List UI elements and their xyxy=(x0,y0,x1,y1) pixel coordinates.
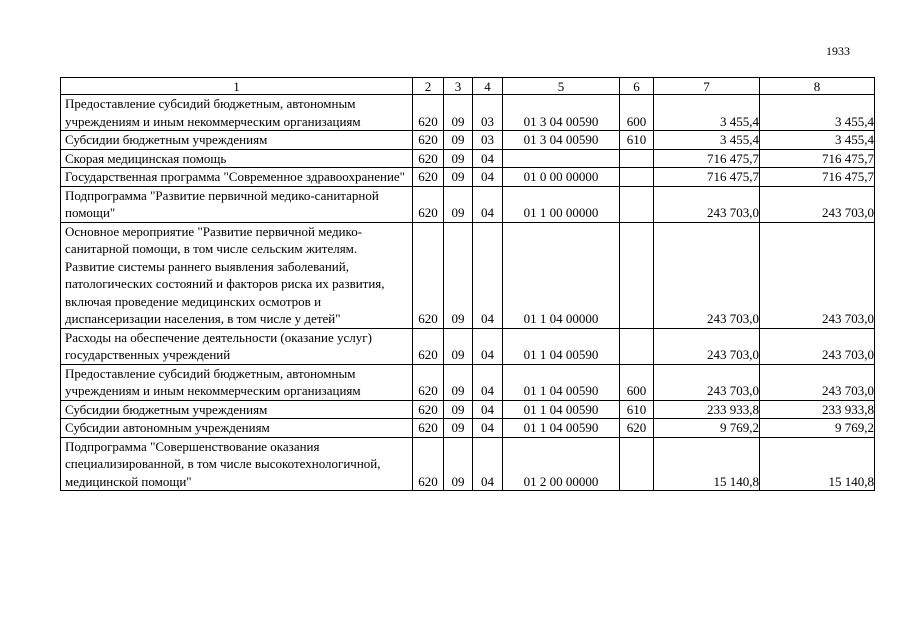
page-number: 1933 xyxy=(826,44,850,58)
amount-col7-cell: 243 703,0 xyxy=(654,328,760,364)
section-code-cell: 09 xyxy=(444,328,473,364)
section-code-cell: 09 xyxy=(444,437,473,491)
table-row xyxy=(61,168,875,187)
amount-col7-cell: 9 769,2 xyxy=(654,419,760,438)
expense-name-cell: Государственная программа "Современное здравоохранение" xyxy=(61,168,413,187)
subsection-code-cell: 04 xyxy=(473,419,503,438)
department-code-cell: 620 xyxy=(413,95,444,131)
target-article-cell: 01 1 04 00590 xyxy=(503,364,620,400)
expense-name-cell: Скорая медицинская помощь xyxy=(61,149,413,168)
department-code-cell: 620 xyxy=(413,186,444,222)
department-code-cell: 620 xyxy=(413,328,444,364)
target-article-cell xyxy=(503,149,620,168)
expense-type-cell xyxy=(620,222,654,328)
expense-type-cell xyxy=(620,328,654,364)
section-code-cell: 09 xyxy=(444,419,473,438)
amount-col7-cell: 243 703,0 xyxy=(654,186,760,222)
subsection-code-cell: 04 xyxy=(473,168,503,187)
expense-type-cell xyxy=(620,149,654,168)
target-article-cell: 01 1 04 00000 xyxy=(503,222,620,328)
table-row xyxy=(61,149,875,168)
amount-col8-cell: 243 703,0 xyxy=(760,222,875,328)
header-cell: 8 xyxy=(760,78,875,95)
expense-name-cell: Субсидии бюджетным учреждениям xyxy=(61,400,413,419)
amount-col8-cell: 716 475,7 xyxy=(760,149,875,168)
expense-name-cell: Предоставление субсидий бюджетным, автономным учреждениям и иным некоммерческим организациям xyxy=(61,364,413,400)
target-article-cell: 01 2 00 00000 xyxy=(503,437,620,491)
expense-type-cell: 600 xyxy=(620,364,654,400)
table-row xyxy=(61,328,875,364)
section-code-cell: 09 xyxy=(444,131,473,150)
expense-type-cell: 600 xyxy=(620,95,654,131)
expense-name-cell: Подпрограмма "Развитие первичной медико-санитарной помощи" xyxy=(61,186,413,222)
expense-type-cell: 610 xyxy=(620,400,654,419)
table-row xyxy=(61,419,875,438)
amount-col8-cell: 3 455,4 xyxy=(760,131,875,150)
table-row xyxy=(61,131,875,150)
section-code-cell: 09 xyxy=(444,400,473,419)
section-code-cell: 09 xyxy=(444,149,473,168)
subsection-code-cell: 04 xyxy=(473,364,503,400)
department-code-cell: 620 xyxy=(413,437,444,491)
amount-col7-cell: 716 475,7 xyxy=(654,168,760,187)
target-article-cell: 01 0 00 00000 xyxy=(503,168,620,187)
amount-col8-cell: 243 703,0 xyxy=(760,186,875,222)
amount-col7-cell: 243 703,0 xyxy=(654,222,760,328)
expense-type-cell: 610 xyxy=(620,131,654,150)
target-article-cell: 01 1 04 00590 xyxy=(503,328,620,364)
subsection-code-cell: 03 xyxy=(473,131,503,150)
expense-type-cell xyxy=(620,168,654,187)
amount-col8-cell: 3 455,4 xyxy=(760,95,875,131)
department-code-cell: 620 xyxy=(413,419,444,438)
header-cell: 5 xyxy=(503,78,620,95)
amount-col7-cell: 15 140,8 xyxy=(654,437,760,491)
subsection-code-cell: 04 xyxy=(473,328,503,364)
subsection-code-cell: 03 xyxy=(473,95,503,131)
subsection-code-cell: 04 xyxy=(473,400,503,419)
expense-name-cell: Субсидии автономным учреждениям xyxy=(61,419,413,438)
department-code-cell: 620 xyxy=(413,364,444,400)
amount-col7-cell: 233 933,8 xyxy=(654,400,760,419)
target-article-cell: 01 1 00 00000 xyxy=(503,186,620,222)
department-code-cell: 620 xyxy=(413,149,444,168)
amount-col8-cell: 716 475,7 xyxy=(760,168,875,187)
amount-col7-cell: 3 455,4 xyxy=(654,131,760,150)
department-code-cell: 620 xyxy=(413,400,444,419)
table-row xyxy=(61,95,875,131)
expense-name-cell: Основное мероприятие "Развитие первичной медико-санитарной помощи, в том числе сельским жителям. Развитие системы раннего выявления заболеваний, патологических состояний и факторов риска их развития, включая проведение медицинских осмотров и диспансеризации населения, в том числе у детей" xyxy=(61,222,413,328)
subsection-code-cell: 04 xyxy=(473,222,503,328)
section-code-cell: 09 xyxy=(444,95,473,131)
subsection-code-cell: 04 xyxy=(473,186,503,222)
table-row xyxy=(61,400,875,419)
department-code-cell: 620 xyxy=(413,222,444,328)
amount-col7-cell: 716 475,7 xyxy=(654,149,760,168)
department-code-cell: 620 xyxy=(413,168,444,187)
expense-type-cell: 620 xyxy=(620,419,654,438)
expense-type-cell xyxy=(620,437,654,491)
target-article-cell: 01 1 04 00590 xyxy=(503,419,620,438)
department-code-cell: 620 xyxy=(413,131,444,150)
header-cell: 6 xyxy=(620,78,654,95)
expense-name-cell: Расходы на обеспечение деятельности (оказание услуг) государственных учреждений xyxy=(61,328,413,364)
target-article-cell: 01 1 04 00590 xyxy=(503,400,620,419)
amount-col8-cell: 243 703,0 xyxy=(760,364,875,400)
section-code-cell: 09 xyxy=(444,222,473,328)
section-code-cell: 09 xyxy=(444,168,473,187)
header-cell: 4 xyxy=(473,78,503,95)
section-code-cell: 09 xyxy=(444,364,473,400)
expense-name-cell: Предоставление субсидий бюджетным, автономным учреждениям и иным некоммерческим организациям xyxy=(61,95,413,131)
amount-col8-cell: 15 140,8 xyxy=(760,437,875,491)
expense-type-cell xyxy=(620,186,654,222)
budget-table xyxy=(60,77,875,491)
header-cell: 3 xyxy=(444,78,473,95)
target-article-cell: 01 3 04 00590 xyxy=(503,95,620,131)
table-row xyxy=(61,222,875,328)
subsection-code-cell: 04 xyxy=(473,149,503,168)
amount-col7-cell: 3 455,4 xyxy=(654,95,760,131)
expense-name-cell: Подпрограмма "Совершенствование оказания специализированной, в том числе высокотехнологичной, медицинской помощи" xyxy=(61,437,413,491)
amount-col8-cell: 9 769,2 xyxy=(760,419,875,438)
table-row xyxy=(61,364,875,400)
amount-col7-cell: 243 703,0 xyxy=(654,364,760,400)
header-cell: 2 xyxy=(413,78,444,95)
amount-col8-cell: 233 933,8 xyxy=(760,400,875,419)
amount-col8-cell: 243 703,0 xyxy=(760,328,875,364)
header-cell: 1 xyxy=(61,78,413,95)
expense-name-cell: Субсидии бюджетным учреждениям xyxy=(61,131,413,150)
section-code-cell: 09 xyxy=(444,186,473,222)
table-row xyxy=(61,186,875,222)
target-article-cell: 01 3 04 00590 xyxy=(503,131,620,150)
table-row xyxy=(61,437,875,491)
header-cell: 7 xyxy=(654,78,760,95)
table-header-row xyxy=(61,78,875,95)
subsection-code-cell: 04 xyxy=(473,437,503,491)
